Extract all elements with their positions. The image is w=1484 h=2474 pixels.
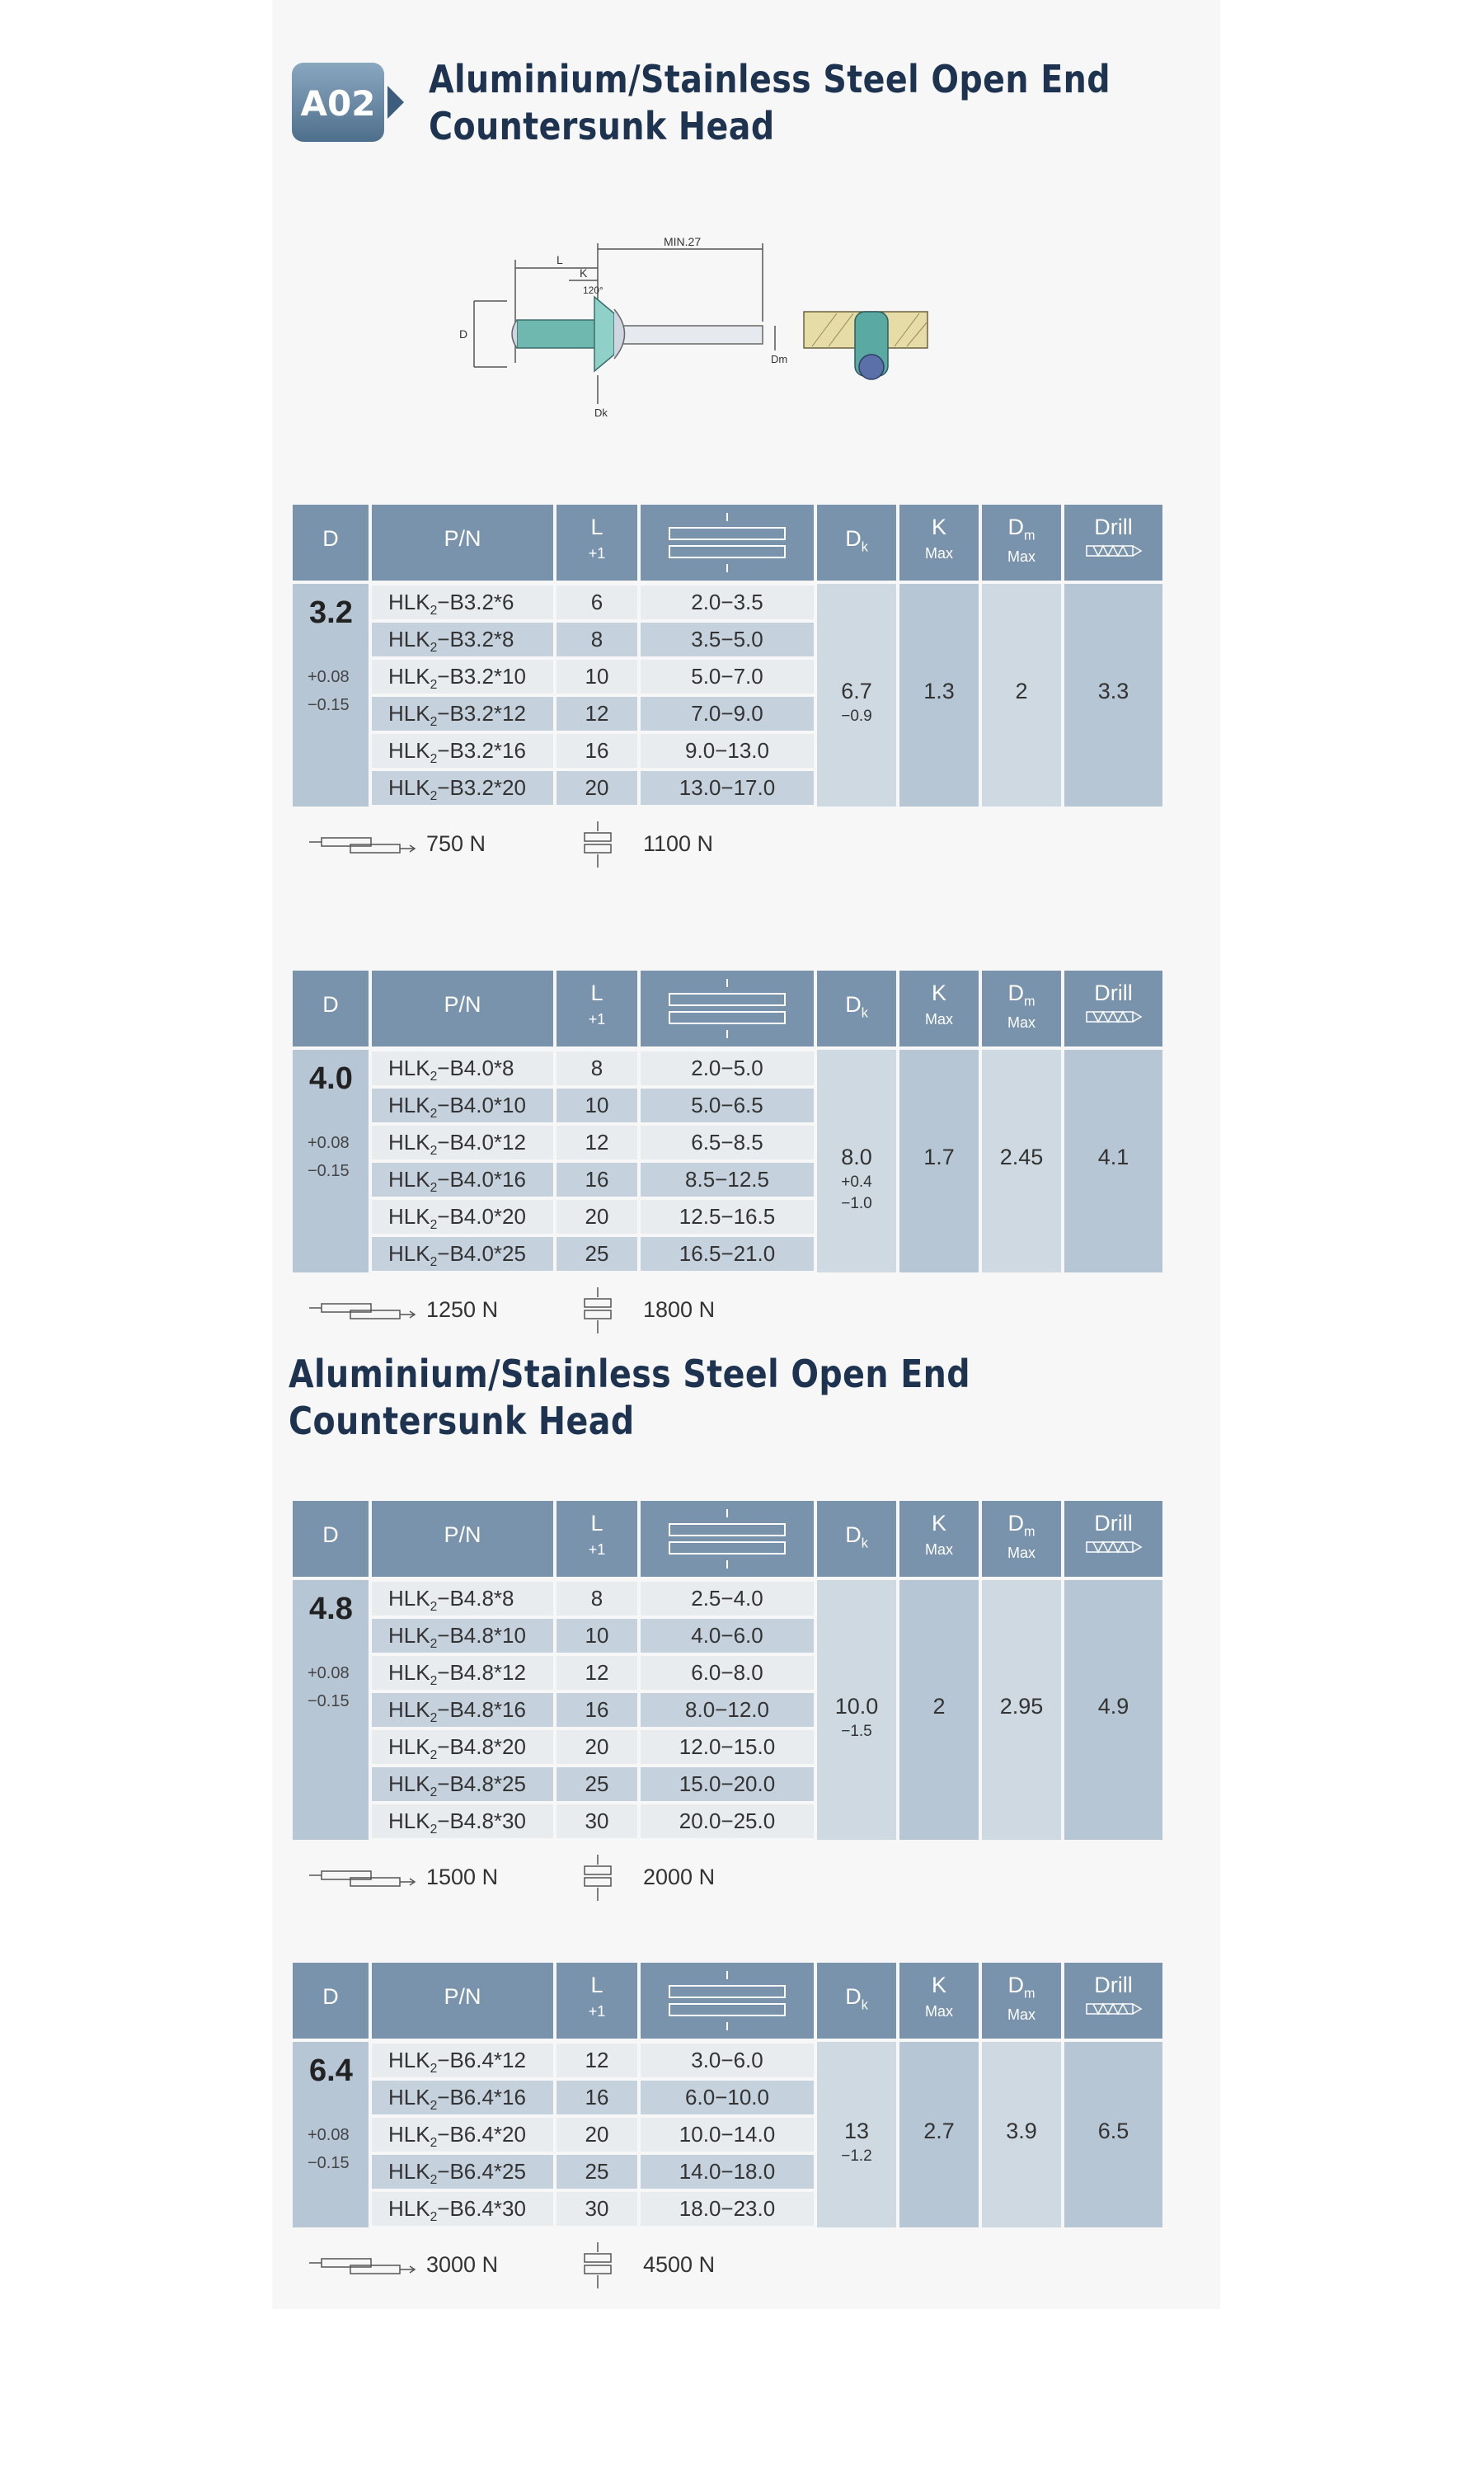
k-value-cell <box>899 1050 979 1272</box>
part-number: $HLK_2-B6.4*30$ <box>372 2192 553 2226</box>
dm-value-cell <box>982 584 1061 807</box>
d-tol-plus: +0.08 <box>308 1664 350 1682</box>
grip-range: 4.0−6.0 <box>641 1619 814 1653</box>
grip-range: 12.0−15.0 <box>641 1730 814 1764</box>
part-number: $HLK_2-B4.8*8$ <box>372 1582 553 1616</box>
header-k-label: K <box>931 1973 946 1997</box>
grip-range: 7.0−9.0 <box>641 697 814 731</box>
k-value-cell <box>899 1580 979 1840</box>
header-dm-sub: Max <box>1007 2006 1036 2024</box>
header-grip-icon <box>641 971 814 1047</box>
header-l-label: L <box>590 1511 603 1536</box>
header-dk <box>817 1501 896 1577</box>
dk-value-tol: +0.4 <box>841 1174 872 1191</box>
length-value: 12 <box>556 1656 637 1690</box>
badge-label: A02 <box>300 83 376 124</box>
d-value: 6.4 <box>309 2053 353 2088</box>
dk-value-cell <box>817 1580 896 1840</box>
header-dk <box>817 971 896 1047</box>
length-value: 12 <box>556 1126 637 1159</box>
spec-table <box>293 1963 1162 2293</box>
grip-range: 3.0−6.0 <box>641 2044 814 2077</box>
part-number: $HLK_2-B3.2*10$ <box>372 660 553 694</box>
grip-range: 14.0−18.0 <box>641 2155 814 2189</box>
header-d <box>293 1963 369 2039</box>
length-value: 30 <box>556 1804 637 1838</box>
k-value: 1.7 <box>923 1145 955 1169</box>
diagram-l-label: L <box>556 253 563 266</box>
length-value: 12 <box>556 2044 637 2077</box>
d-tol-plus: +0.08 <box>308 2126 350 2144</box>
tensile-force-icon <box>581 2242 614 2293</box>
header-dm-sub: Max <box>1007 1014 1036 1032</box>
spec-table <box>293 1501 1162 1906</box>
header-pn <box>372 971 553 1047</box>
header-dk-label: $D_k$ <box>845 1522 868 1551</box>
header-k-sub: Max <box>924 2003 953 2020</box>
dk-value-cell <box>817 1050 896 1272</box>
dk-value-tol: −1.0 <box>841 1195 872 1212</box>
drill-value: 6.5 <box>1097 2118 1129 2143</box>
header-dm <box>982 1501 1061 1577</box>
d-tolerance <box>308 2121 350 2177</box>
k-value: 2.7 <box>923 2118 955 2143</box>
page-title <box>429 56 1111 150</box>
grip-range: 2.5−4.0 <box>641 1582 814 1616</box>
tensile-force-value: 4500 N <box>643 2252 716 2277</box>
grip-range: 6.5−8.5 <box>641 1126 814 1159</box>
drill-value-cell <box>1064 1580 1162 1840</box>
part-number: $HLK_2-B4.8*16$ <box>372 1693 553 1727</box>
part-number: $HLK_2-B4.8*10$ <box>372 1619 553 1653</box>
spec-table <box>293 505 1162 872</box>
dk-value-cell <box>817 2042 896 2227</box>
length-value: 20 <box>556 1730 637 1764</box>
header-dm-label: $D_m$ <box>1007 515 1036 543</box>
part-number: $HLK_2-B4.8*20$ <box>372 1730 553 1764</box>
diagram-min-label: MIN.27 <box>664 235 702 248</box>
dk-value: 13 <box>843 2118 870 2143</box>
header-l <box>556 1963 637 2039</box>
grip-range: 9.0−13.0 <box>641 734 814 768</box>
grip-range: 3.5−5.0 <box>641 623 814 656</box>
length-value: 12 <box>556 697 637 731</box>
part-number: $HLK_2-B3.2*16$ <box>372 734 553 768</box>
length-value: 25 <box>556 1767 637 1801</box>
header-d-label: D <box>322 526 339 551</box>
dk-value: 8.0 <box>841 1145 872 1169</box>
dk-value: 6.7 <box>841 679 872 703</box>
part-number: $HLK_2-B3.2*6$ <box>372 586 553 619</box>
k-value: 1.3 <box>923 679 955 703</box>
length-value: 20 <box>556 1200 637 1234</box>
part-number: $HLK_2-B6.4*16$ <box>372 2081 553 2114</box>
tensile-force-value: 1800 N <box>643 1297 716 1322</box>
header-dm-label: $D_m$ <box>1007 981 1036 1009</box>
d-tol-minus: −0.15 <box>308 1692 350 1710</box>
grip-range: 5.0−6.5 <box>641 1089 814 1122</box>
dm-value: 3.9 <box>1006 2118 1037 2143</box>
k-value-cell <box>899 2042 979 2227</box>
part-number: $HLK_2-B4.0*8$ <box>372 1051 553 1085</box>
d-column <box>293 584 369 807</box>
part-number: $HLK_2-B3.2*8$ <box>372 623 553 656</box>
grip-range: 13.0−17.0 <box>641 771 814 805</box>
header-d-label: D <box>322 1984 339 2009</box>
header-dk-label: $D_k$ <box>845 1984 868 2013</box>
header-drill <box>1064 971 1162 1047</box>
header-k-sub: Max <box>924 545 953 562</box>
dm-value: 2.95 <box>999 1693 1044 1719</box>
grip-range: 2.0−3.5 <box>641 586 814 619</box>
header-k <box>899 971 979 1047</box>
drill-icon <box>1085 1544 1143 1558</box>
grip-range: 15.0−20.0 <box>641 1767 814 1801</box>
header-pn <box>372 1501 553 1577</box>
tensile-force-value: 2000 N <box>643 1865 716 1889</box>
header-l <box>556 971 637 1047</box>
header-pn-label: P/N <box>444 992 481 1017</box>
header-dm-sub: Max <box>1007 548 1036 566</box>
shear-force-icon <box>309 1868 416 1893</box>
header-pn <box>372 505 553 581</box>
grip-range: 10.0−14.0 <box>641 2118 814 2152</box>
dk-value-tol: −1.2 <box>841 2147 872 2165</box>
dk-value: 10.0 <box>834 1693 879 1719</box>
header-l <box>556 505 637 581</box>
header-l <box>556 1501 637 1577</box>
d-column <box>293 1580 369 1840</box>
header-d <box>293 1501 369 1577</box>
header-drill-label: Drill <box>1094 1973 1133 1997</box>
spec-table <box>293 971 1162 1338</box>
shear-force-value: 1500 N <box>426 1865 499 1889</box>
shear-force-value: 3000 N <box>426 2252 499 2277</box>
drill-value: 4.9 <box>1097 1693 1129 1719</box>
header-pn-label: P/N <box>444 1984 481 2009</box>
header-d <box>293 505 369 581</box>
header-dm-label: $D_m$ <box>1007 1973 1036 2001</box>
header-grip-icon <box>641 505 814 581</box>
header-dk <box>817 1963 896 2039</box>
header-k <box>899 1963 979 2039</box>
d-value: 4.0 <box>309 1061 353 1096</box>
part-number: $HLK_2-B6.4*20$ <box>372 2118 553 2152</box>
part-number: $HLK_2-B4.8*25$ <box>372 1767 553 1801</box>
shear-force-icon <box>309 2255 416 2281</box>
diagram-k-label: K <box>580 266 588 280</box>
grip-range: 5.0−7.0 <box>641 660 814 694</box>
drill-icon <box>1085 548 1143 562</box>
title-line-2: Countersunk Head <box>429 104 775 148</box>
d-tolerance <box>308 663 350 719</box>
tensile-force-icon <box>581 1287 614 1338</box>
header-d-label: D <box>322 1522 339 1547</box>
header-drill <box>1064 505 1162 581</box>
tensile-force-icon <box>581 821 614 872</box>
d-column <box>293 1050 369 1272</box>
grip-range: 20.0−25.0 <box>641 1804 814 1838</box>
header-dk-label: $D_k$ <box>845 992 868 1021</box>
d-column <box>293 2042 369 2227</box>
header-k-label: K <box>931 981 946 1005</box>
k-value: 2 <box>932 1693 946 1719</box>
shear-force-icon <box>309 835 416 860</box>
title-line-1: Aluminium/Stainless Steel Open End <box>429 57 1111 101</box>
d-tolerance <box>308 1659 350 1715</box>
length-value: 16 <box>556 1693 637 1727</box>
length-value: 16 <box>556 2081 637 2114</box>
d-tol-plus: +0.08 <box>308 1134 350 1152</box>
header-dm <box>982 505 1061 581</box>
header-k <box>899 505 979 581</box>
shear-force-value: 750 N <box>426 831 486 856</box>
grip-range: 16.5−21.0 <box>641 1237 814 1271</box>
grip-range: 12.5−16.5 <box>641 1200 814 1234</box>
header-dm <box>982 971 1061 1047</box>
length-value: 16 <box>556 734 637 768</box>
section-badge <box>290 61 406 143</box>
header-k-label: K <box>931 515 946 539</box>
header-l-label: L <box>590 1973 603 1997</box>
grip-range: 18.0−23.0 <box>641 2192 814 2226</box>
part-number: $HLK_2-B4.8*30$ <box>372 1804 553 1838</box>
grip-range: 2.0−5.0 <box>641 1051 814 1085</box>
header-dk-label: $D_k$ <box>845 526 868 555</box>
length-value: 10 <box>556 1619 637 1653</box>
length-value: 8 <box>556 1582 637 1616</box>
header-k-sub: Max <box>924 1541 953 1558</box>
dm-value-cell <box>982 1050 1061 1272</box>
dk-value-tol: −1.5 <box>841 1722 872 1740</box>
part-number: $HLK_2-B3.2*20$ <box>372 771 553 805</box>
dk-value-cell <box>817 584 896 807</box>
header-l-sub: +1 <box>588 1011 606 1028</box>
length-value: 8 <box>556 623 637 656</box>
header-drill-label: Drill <box>1094 1511 1133 1536</box>
drill-value: 4.1 <box>1097 1145 1129 1169</box>
part-number: $HLK_2-B4.0*25$ <box>372 1237 553 1271</box>
diagram-dm-label: Dm <box>771 353 788 365</box>
length-value: 6 <box>556 586 637 619</box>
length-value: 20 <box>556 771 637 805</box>
header-k <box>899 1501 979 1577</box>
section-title <box>289 1351 970 1445</box>
header-pn-label: P/N <box>444 526 481 551</box>
part-number: $HLK_2-B6.4*25$ <box>372 2155 553 2189</box>
drill-value-cell <box>1064 584 1162 807</box>
d-tol-minus: −0.15 <box>308 2154 350 2172</box>
part-number: $HLK_2-B4.0*10$ <box>372 1089 553 1122</box>
d-tol-minus: −0.15 <box>308 1162 350 1180</box>
d-tol-minus: −0.15 <box>308 696 350 714</box>
shear-force-value: 1250 N <box>426 1297 499 1322</box>
diagram-dk-label: Dk <box>594 407 608 419</box>
k-value-cell <box>899 584 979 807</box>
part-number: $HLK_2-B6.4*12$ <box>372 2044 553 2077</box>
header-dm-sub: Max <box>1007 1545 1036 1562</box>
length-value: 25 <box>556 1237 637 1271</box>
dm-value-cell <box>982 1580 1061 1840</box>
header-l-sub: +1 <box>588 1541 606 1558</box>
header-d <box>293 971 369 1047</box>
header-l-sub: +1 <box>588 545 606 562</box>
drill-value-cell <box>1064 1050 1162 1272</box>
tensile-force-value: 1100 N <box>643 831 714 856</box>
header-drill <box>1064 1963 1162 2039</box>
header-pn-label: P/N <box>444 1522 481 1547</box>
header-l-label: L <box>590 981 603 1005</box>
rivet-diagram <box>449 231 977 421</box>
header-grip-icon <box>641 1501 814 1577</box>
length-value: 25 <box>556 2155 637 2189</box>
dk-value-tol: −0.9 <box>841 708 872 725</box>
d-tol-plus: +0.08 <box>308 668 350 686</box>
grip-range: 8.5−12.5 <box>641 1163 814 1197</box>
diagram-angle-label: 120° <box>583 285 603 296</box>
dm-value: 2.45 <box>999 1145 1044 1169</box>
header-dm-label: $D_m$ <box>1007 1511 1036 1540</box>
header-drill <box>1064 1501 1162 1577</box>
header-dk <box>817 505 896 581</box>
part-number: $HLK_2-B4.0*20$ <box>372 1200 553 1234</box>
part-number: $HLK_2-B3.2*12$ <box>372 697 553 731</box>
d-value: 4.8 <box>309 1592 353 1626</box>
d-value: 3.2 <box>309 595 353 630</box>
length-value: 8 <box>556 1051 637 1085</box>
section-title-line-2: Countersunk Head <box>289 1399 635 1443</box>
section-title-line-1: Aluminium/Stainless Steel Open End <box>289 1352 970 1396</box>
length-value: 10 <box>556 1089 637 1122</box>
header-k-sub: Max <box>924 1011 953 1028</box>
part-number: $HLK_2-B4.0*12$ <box>372 1126 553 1159</box>
length-value: 20 <box>556 2118 637 2152</box>
dm-value-cell <box>982 2042 1061 2227</box>
header-drill-label: Drill <box>1094 981 1133 1005</box>
header-k-label: K <box>931 1511 946 1536</box>
part-number: $HLK_2-B4.8*12$ <box>372 1656 553 1690</box>
drill-value-cell <box>1064 2042 1162 2227</box>
grip-range: 6.0−10.0 <box>641 2081 814 2114</box>
drill-icon <box>1085 2006 1143 2020</box>
length-value: 10 <box>556 660 637 694</box>
shear-force-icon <box>309 1300 416 1326</box>
grip-range: 6.0−8.0 <box>641 1656 814 1690</box>
header-drill-label: Drill <box>1094 515 1133 539</box>
dm-value: 2 <box>1015 679 1028 703</box>
header-pn <box>372 1963 553 2039</box>
header-dm <box>982 1963 1061 2039</box>
header-grip-icon <box>641 1963 814 2039</box>
d-tolerance <box>308 1129 350 1185</box>
header-d-label: D <box>322 992 339 1017</box>
drill-value: 3.3 <box>1097 679 1129 703</box>
header-l-label: L <box>590 515 603 539</box>
length-value: 16 <box>556 1163 637 1197</box>
grip-range: 8.0−12.0 <box>641 1693 814 1727</box>
header-l-sub: +1 <box>588 2003 606 2020</box>
diagram-d-label: D <box>459 327 468 341</box>
part-number: $HLK_2-B4.0*16$ <box>372 1163 553 1197</box>
tensile-force-icon <box>581 1855 614 1905</box>
drill-icon <box>1085 1014 1143 1028</box>
length-value: 30 <box>556 2192 637 2226</box>
